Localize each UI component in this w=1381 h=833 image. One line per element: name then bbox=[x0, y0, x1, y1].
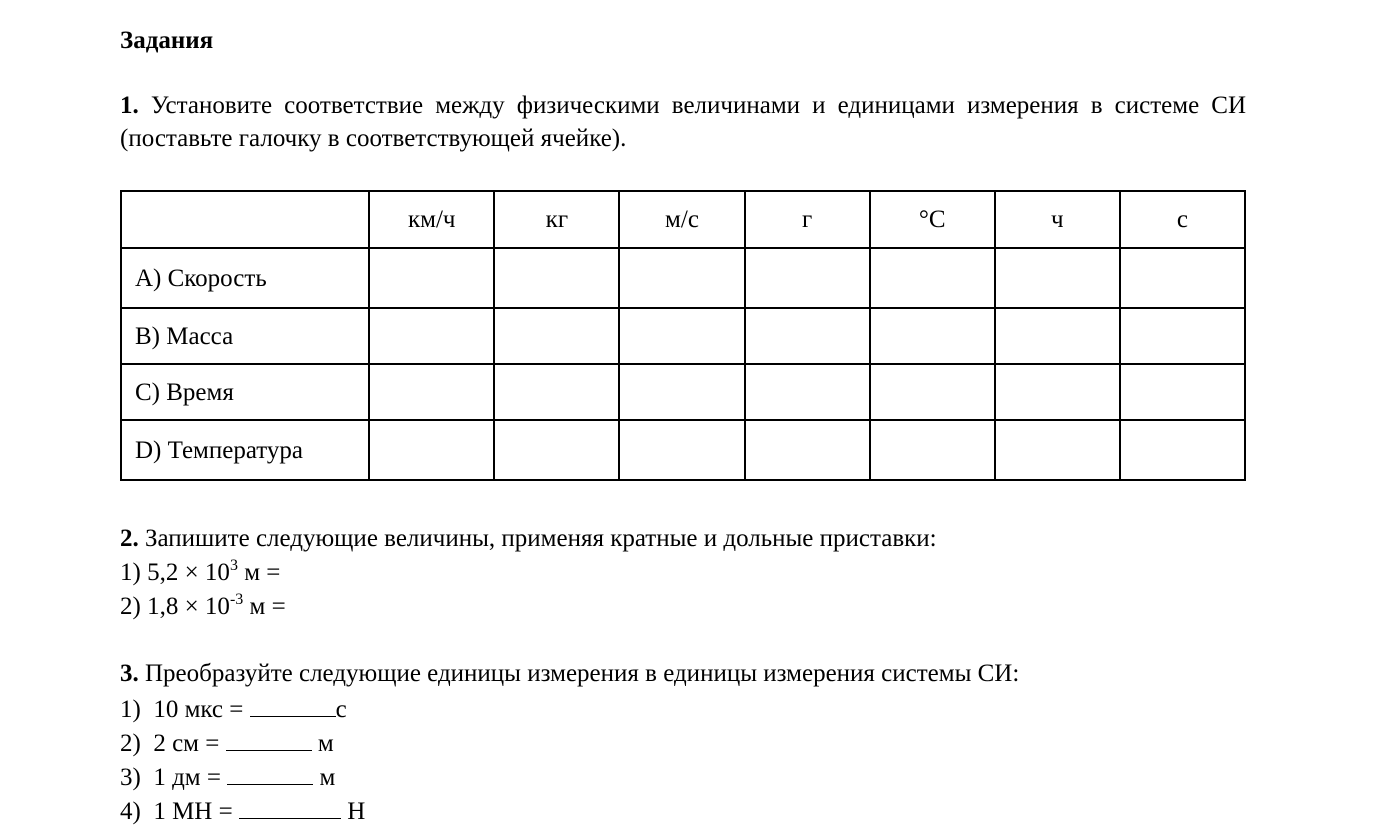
answer-cell[interactable] bbox=[995, 420, 1120, 480]
answer-cell[interactable] bbox=[995, 248, 1120, 308]
task-2-item bbox=[120, 556, 937, 590]
task-3-item bbox=[120, 691, 1019, 725]
task-3 bbox=[120, 657, 1019, 827]
item-prefix: 2) 2 см = bbox=[120, 730, 226, 757]
answer-cell[interactable] bbox=[1120, 420, 1245, 480]
item-prefix: 3) 1 дм = bbox=[120, 764, 228, 791]
quantity-label: A) Скорость bbox=[121, 248, 369, 308]
item-unit: с bbox=[335, 696, 347, 723]
unit-header: ч bbox=[995, 191, 1120, 248]
answer-cell[interactable] bbox=[494, 364, 619, 420]
quantity-label: C) Время bbox=[121, 364, 369, 420]
item-prefix: 2) 1,8 × 10 bbox=[120, 593, 230, 620]
unit-header: г bbox=[745, 191, 870, 248]
answer-cell[interactable] bbox=[870, 308, 995, 364]
answer-cell[interactable] bbox=[619, 364, 744, 420]
answer-cell[interactable] bbox=[870, 248, 995, 308]
task-3-item bbox=[120, 759, 1019, 793]
answer-cell[interactable] bbox=[870, 420, 995, 480]
answer-cell[interactable] bbox=[494, 248, 619, 308]
answer-cell[interactable] bbox=[1120, 248, 1245, 308]
answer-cell[interactable] bbox=[995, 364, 1120, 420]
answer-cell[interactable] bbox=[995, 308, 1120, 364]
matching-table bbox=[120, 190, 1246, 481]
answer-cell[interactable] bbox=[369, 248, 494, 308]
answer-blank[interactable] bbox=[250, 691, 336, 717]
answer-cell[interactable] bbox=[369, 420, 494, 480]
answer-cell[interactable] bbox=[745, 248, 870, 308]
table-corner-cell bbox=[121, 191, 369, 248]
table-row bbox=[121, 420, 1245, 480]
answer-cell[interactable] bbox=[619, 248, 744, 308]
answer-cell[interactable] bbox=[494, 308, 619, 364]
answer-cell[interactable] bbox=[619, 308, 744, 364]
task-3-statement bbox=[120, 657, 1019, 691]
answer-cell[interactable] bbox=[619, 420, 744, 480]
answer-cell[interactable] bbox=[1120, 308, 1245, 364]
unit-header: кг bbox=[494, 191, 619, 248]
item-prefix: 4) 1 МН = bbox=[120, 798, 239, 825]
answer-cell[interactable] bbox=[369, 308, 494, 364]
answer-blank[interactable] bbox=[226, 725, 312, 751]
task-3-item bbox=[120, 793, 1019, 827]
item-unit: Н bbox=[340, 798, 366, 825]
quantity-label: B) Масса bbox=[121, 308, 369, 364]
task-1-statement bbox=[120, 89, 1246, 155]
unit-header: м/с bbox=[619, 191, 744, 248]
task-2-statement bbox=[120, 522, 937, 556]
item-exponent: -3 bbox=[229, 591, 244, 608]
table-row bbox=[121, 308, 1245, 364]
answer-cell[interactable] bbox=[870, 364, 995, 420]
task-3-item bbox=[120, 725, 1019, 759]
answer-cell[interactable] bbox=[745, 420, 870, 480]
task-1-text: Установите соответствие между физическими величинами и единицами измерения в системе СИ (поставьте галочку в соответствующей ячейке). bbox=[120, 92, 1246, 152]
table-row bbox=[121, 364, 1245, 420]
task-2-item bbox=[120, 590, 937, 624]
answer-cell[interactable] bbox=[1120, 364, 1245, 420]
answer-cell[interactable] bbox=[745, 308, 870, 364]
answer-cell[interactable] bbox=[369, 364, 494, 420]
unit-header: с bbox=[1120, 191, 1245, 248]
task-3-number: 3. bbox=[120, 660, 139, 687]
item-unit: м bbox=[313, 764, 336, 791]
item-exponent: 3 bbox=[229, 557, 238, 574]
answer-cell[interactable] bbox=[745, 364, 870, 420]
item-unit: м bbox=[311, 730, 334, 757]
answer-blank[interactable] bbox=[227, 759, 313, 785]
item-prefix: 1) 5,2 × 10 bbox=[120, 559, 230, 586]
task-3-text: Преобразуйте следующие единицы измерения в единицы измерения системы СИ: bbox=[145, 660, 1020, 687]
task-2-number: 2. bbox=[120, 525, 139, 552]
answer-blank[interactable] bbox=[239, 793, 341, 819]
unit-header: °C bbox=[870, 191, 995, 248]
table-header-row bbox=[121, 191, 1245, 248]
item-prefix: 1) 10 мкс = bbox=[120, 696, 250, 723]
item-suffix: м = bbox=[243, 593, 286, 620]
task-2 bbox=[120, 522, 937, 624]
table-row bbox=[121, 248, 1245, 308]
quantity-label: D) Температура bbox=[121, 420, 369, 480]
task-2-text: Запишите следующие величины, применяя кратные и дольные приставки: bbox=[145, 525, 937, 552]
page-title: Задания bbox=[120, 27, 214, 54]
unit-header: км/ч bbox=[369, 191, 494, 248]
answer-cell[interactable] bbox=[494, 420, 619, 480]
task-1-number: 1. bbox=[120, 92, 139, 119]
item-suffix: м = bbox=[237, 559, 281, 586]
